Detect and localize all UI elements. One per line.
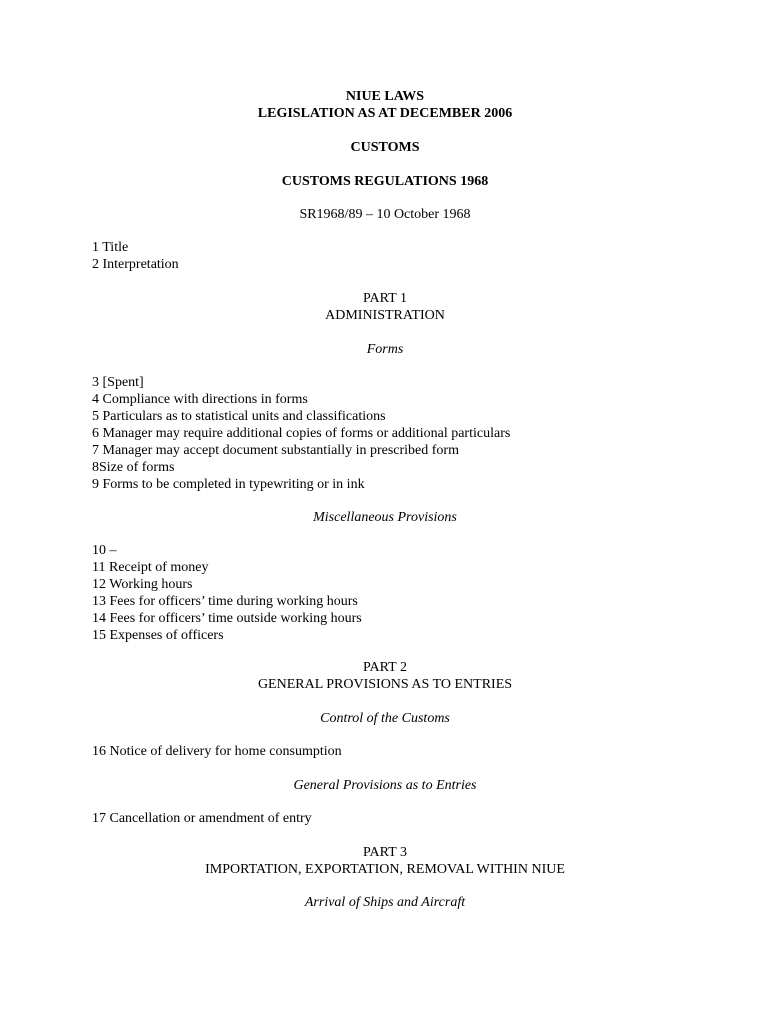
list-item: 17 Cancellation or amendment of entry — [92, 811, 312, 826]
part2-label: PART 2 — [363, 660, 407, 675]
misc-heading: Miscellaneous Provisions — [313, 510, 457, 525]
control-list — [92, 743, 342, 760]
general-heading: General Provisions as to Entries — [293, 778, 477, 793]
list-item: 5 Particulars as to statistical units and classifications — [92, 409, 386, 424]
list-item: 16 Notice of delivery for home consumption — [92, 744, 342, 759]
part1-title: ADMINISTRATION — [325, 308, 445, 323]
part1-label: PART 1 — [363, 291, 407, 306]
arrival-heading: Arrival of Ships and Aircraft — [304, 895, 466, 910]
misc-list — [92, 542, 362, 644]
list-item: 11 Receipt of money — [92, 560, 209, 575]
list-item: 4 Compliance with directions in forms — [92, 392, 308, 407]
list-item: 9 Forms to be completed in typewriting or in ink — [92, 477, 365, 492]
forms-list — [92, 374, 510, 493]
list-item: 15 Expenses of officers — [92, 628, 224, 643]
list-item: 10 – — [92, 543, 117, 558]
list-item: 12 Working hours — [92, 577, 193, 592]
header-line1: NIUE LAWS — [345, 89, 425, 104]
header-category: CUSTOMS — [350, 140, 420, 155]
statutory-reference: SR1968/89 – 10 October 1968 — [299, 207, 471, 222]
list-item: 6 Manager may require additional copies of forms or additional particulars — [92, 426, 511, 441]
list-item: 3 [Spent] — [92, 375, 144, 390]
document-title: CUSTOMS REGULATIONS 1968 — [281, 174, 489, 189]
part3-title: IMPORTATION, EXPORTATION, REMOVAL WITHIN NIUE — [205, 862, 565, 877]
list-item: 13 Fees for officers’ time during working hours — [92, 594, 358, 609]
general-list — [92, 810, 312, 827]
intro-list — [92, 239, 179, 273]
list-item: 1 Title — [92, 240, 129, 255]
header-line2: LEGISLATION AS AT DECEMBER 2006 — [257, 106, 513, 121]
part3-label: PART 3 — [363, 845, 407, 860]
list-item: 2 Interpretation — [92, 257, 179, 272]
list-item: 7 Manager may accept document substantially in prescribed form — [92, 443, 459, 458]
list-item: 8Size of forms — [92, 460, 175, 475]
part2-title: GENERAL PROVISIONS AS TO ENTRIES — [257, 677, 513, 692]
forms-heading: Forms — [366, 342, 404, 357]
control-heading: Control of the Customs — [320, 711, 450, 726]
list-item: 14 Fees for officers’ time outside working hours — [92, 611, 362, 626]
